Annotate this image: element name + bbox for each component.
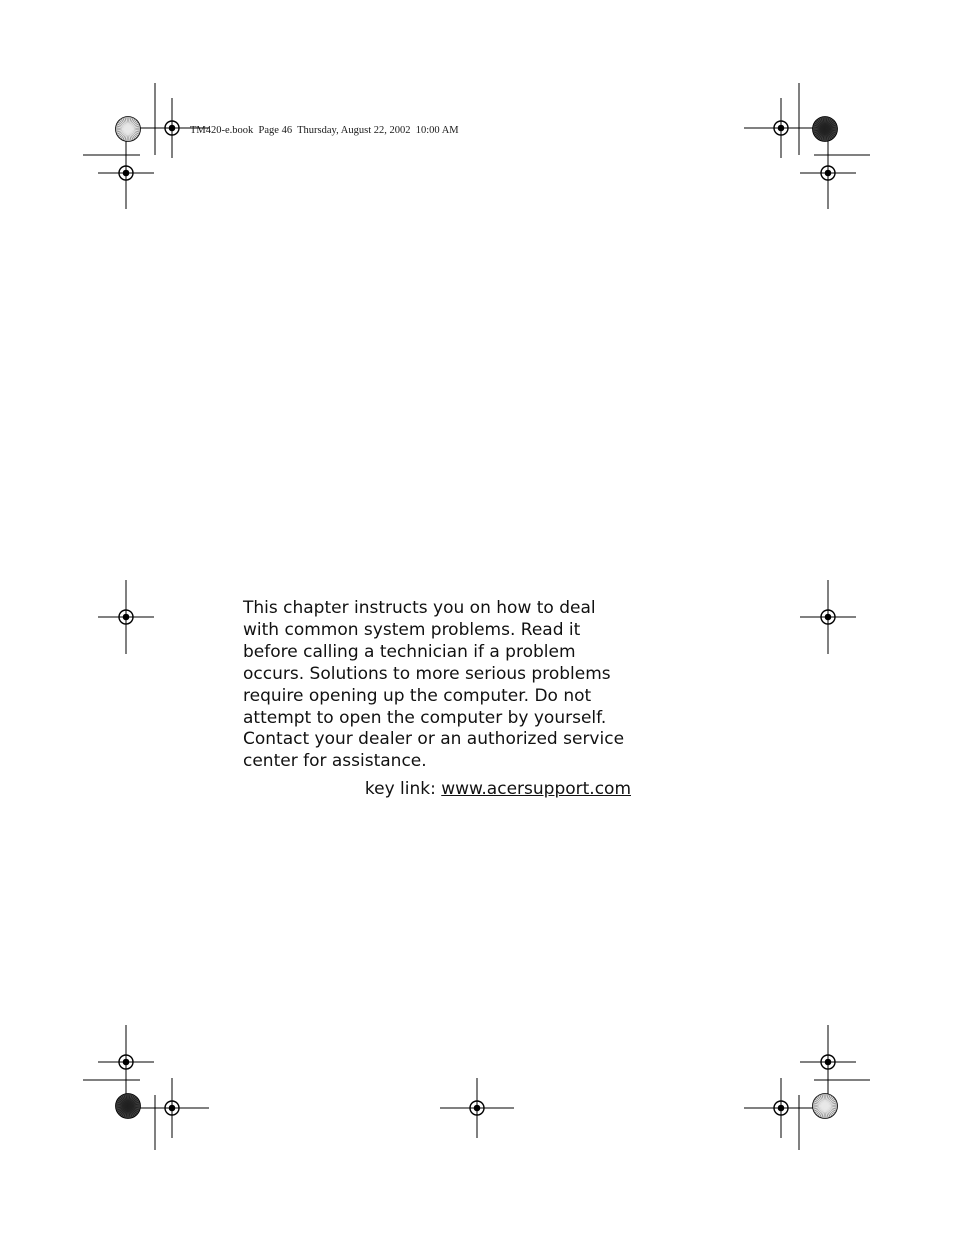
registration-mark-icon (98, 1025, 154, 1099)
intro-line: before calling a technician if a problem (243, 641, 576, 662)
sunburst-target-icon (813, 1094, 838, 1119)
intro-line: require opening up the computer. Do not (243, 685, 592, 706)
acer-support-link[interactable]: www.acersupport.com (441, 779, 631, 799)
registration-mark-icon (800, 1025, 856, 1099)
registration-mark-icon (98, 580, 154, 654)
sunburst-target-icon (116, 117, 141, 142)
registration-mark-icon (800, 137, 856, 209)
print-slug-header: TM420-e.book Page 46 Thursday, August 22, 2002 10:00 AM (190, 125, 459, 136)
chapter-intro-paragraph (243, 598, 638, 773)
sunburst-target-icon (116, 1094, 141, 1119)
intro-line: attempt to open the computer by yourself. (243, 707, 607, 728)
registration-mark-icon (135, 1078, 209, 1138)
key-link-row (243, 778, 631, 800)
registration-mark-icon (744, 1078, 818, 1138)
intro-line: occurs. Solutions to more serious problems (243, 663, 611, 684)
intro-line: Contact your dealer or an authorized service (243, 729, 625, 750)
registration-mark-icon (744, 98, 818, 158)
registration-mark-icon (440, 1078, 514, 1138)
sunburst-target-icon (813, 117, 838, 142)
registration-mark-icon (98, 137, 154, 209)
registration-mark-icon (800, 580, 856, 654)
intro-line: with common system problems. Read it (243, 619, 581, 640)
key-link-label: key link: (364, 779, 442, 799)
intro-line: This chapter instructs you on how to deal (243, 598, 596, 618)
intro-line: center for assistance. (243, 751, 427, 772)
